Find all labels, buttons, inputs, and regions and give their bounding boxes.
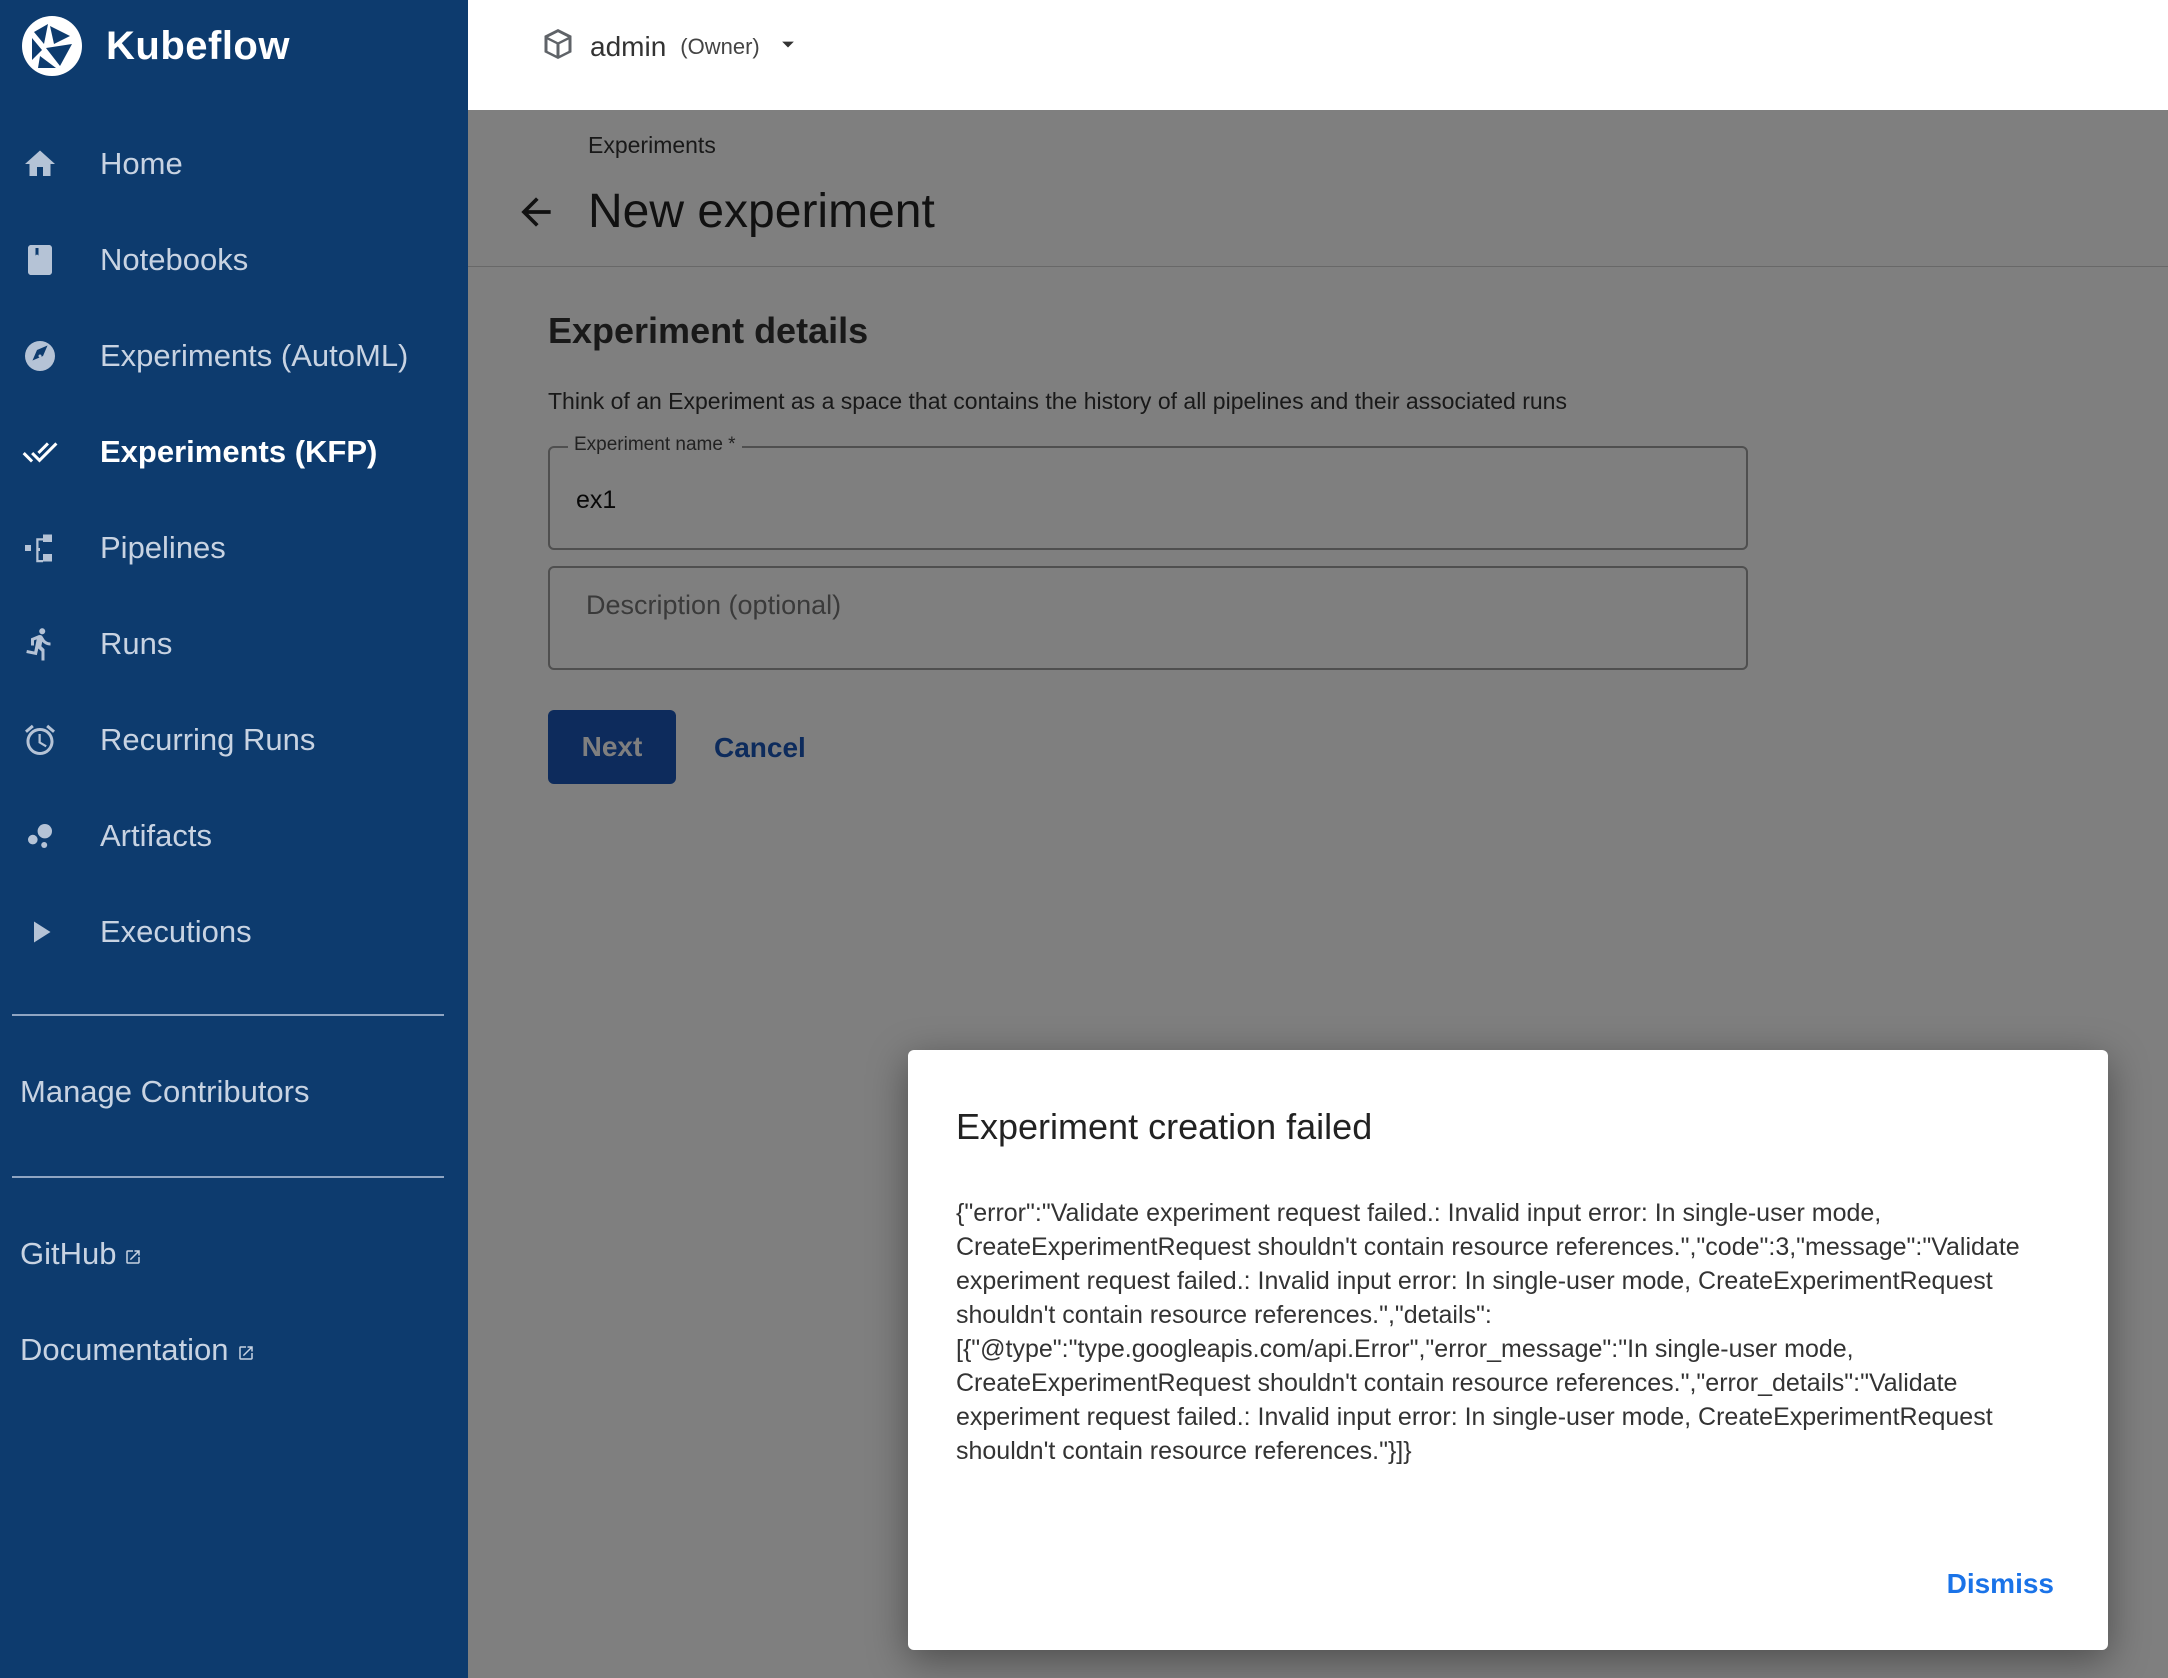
github-label: GitHub (20, 1236, 117, 1271)
sidebar-item-label: Pipelines (100, 530, 226, 565)
sidebar-item-runs[interactable] (0, 596, 468, 692)
telescope-icon (20, 336, 60, 376)
sidebar-divider (12, 1176, 444, 1178)
pipeline-icon (20, 528, 60, 568)
open-in-new-icon (124, 1238, 142, 1256)
sidebar-nav (0, 116, 468, 980)
notebook-icon (20, 240, 60, 280)
documentation-link[interactable] (20, 1332, 255, 1368)
open-in-new-icon (237, 1334, 255, 1352)
bubbles-icon (20, 816, 60, 856)
run-icon (20, 624, 60, 664)
brand-name: Kubeflow (106, 23, 290, 68)
sidebar-item-label: Experiments (KFP) (100, 434, 378, 469)
sidebar-item-label: Artifacts (100, 818, 212, 853)
sidebar-item-label: Runs (100, 626, 173, 661)
chevron-down-icon (774, 30, 802, 63)
top-bar (468, 0, 2168, 110)
sidebar-item-executions[interactable] (0, 884, 468, 980)
namespace-role: (Owner) (680, 33, 760, 59)
dismiss-button[interactable]: Dismiss (1946, 1568, 2054, 1599)
sidebar-item-pipelines[interactable] (0, 500, 468, 596)
namespace-name: admin (590, 30, 667, 62)
sidebar-item-experiments-kfp[interactable] (0, 404, 468, 500)
sidebar-item-experiments-automl[interactable] (0, 308, 468, 404)
sidebar-divider (12, 1014, 444, 1016)
dialog-message: {"error":"Validate experiment request failed.: Invalid input error: In single-user mode, CreateExperimentRequest shouldn't contain resource references.","code":3,"message":"Validate experiment request failed.: Invalid input error: In single-user mode, CreateExperimentRequest shouldn't contain resource references.","details":[{"@type":"type.googleapis.com/api.Error","error_message":"In single-user mode, CreateExperimentRequest shouldn't contain resource references.","error_details":"Validate experiment request failed.: Invalid input error: In single-user mode, CreateExperimentRequest shouldn't contain resource references."}]} (956, 1199, 2020, 1465)
alarm-icon (20, 720, 60, 760)
done-all-icon (20, 432, 60, 472)
sidebar-item-label: Notebooks (100, 242, 249, 277)
kubeflow-logo-icon (20, 14, 84, 78)
sidebar-item-label: Recurring Runs (100, 722, 316, 757)
sidebar-item-home[interactable] (0, 116, 468, 212)
play-icon (20, 912, 60, 952)
home-icon (20, 144, 60, 184)
sidebar-item-notebooks[interactable] (0, 212, 468, 308)
github-link[interactable] (20, 1236, 142, 1272)
sidebar-item-label: Home (100, 146, 183, 181)
sidebar-item-recurring-runs[interactable] (0, 692, 468, 788)
sidebar-item-artifacts[interactable] (0, 788, 468, 884)
namespace-selector[interactable] (540, 26, 802, 67)
manage-contributors-link[interactable]: Manage Contributors (20, 1074, 310, 1109)
dialog-title: Experiment creation failed (956, 1106, 1373, 1147)
sidebar-item-label: Experiments (AutoML) (100, 338, 409, 373)
package-icon (540, 26, 576, 67)
sidebar-item-label: Executions (100, 914, 252, 949)
error-dialog (908, 1050, 2108, 1650)
documentation-label: Documentation (20, 1332, 229, 1367)
brand[interactable] (20, 14, 290, 78)
sidebar (0, 0, 468, 1678)
